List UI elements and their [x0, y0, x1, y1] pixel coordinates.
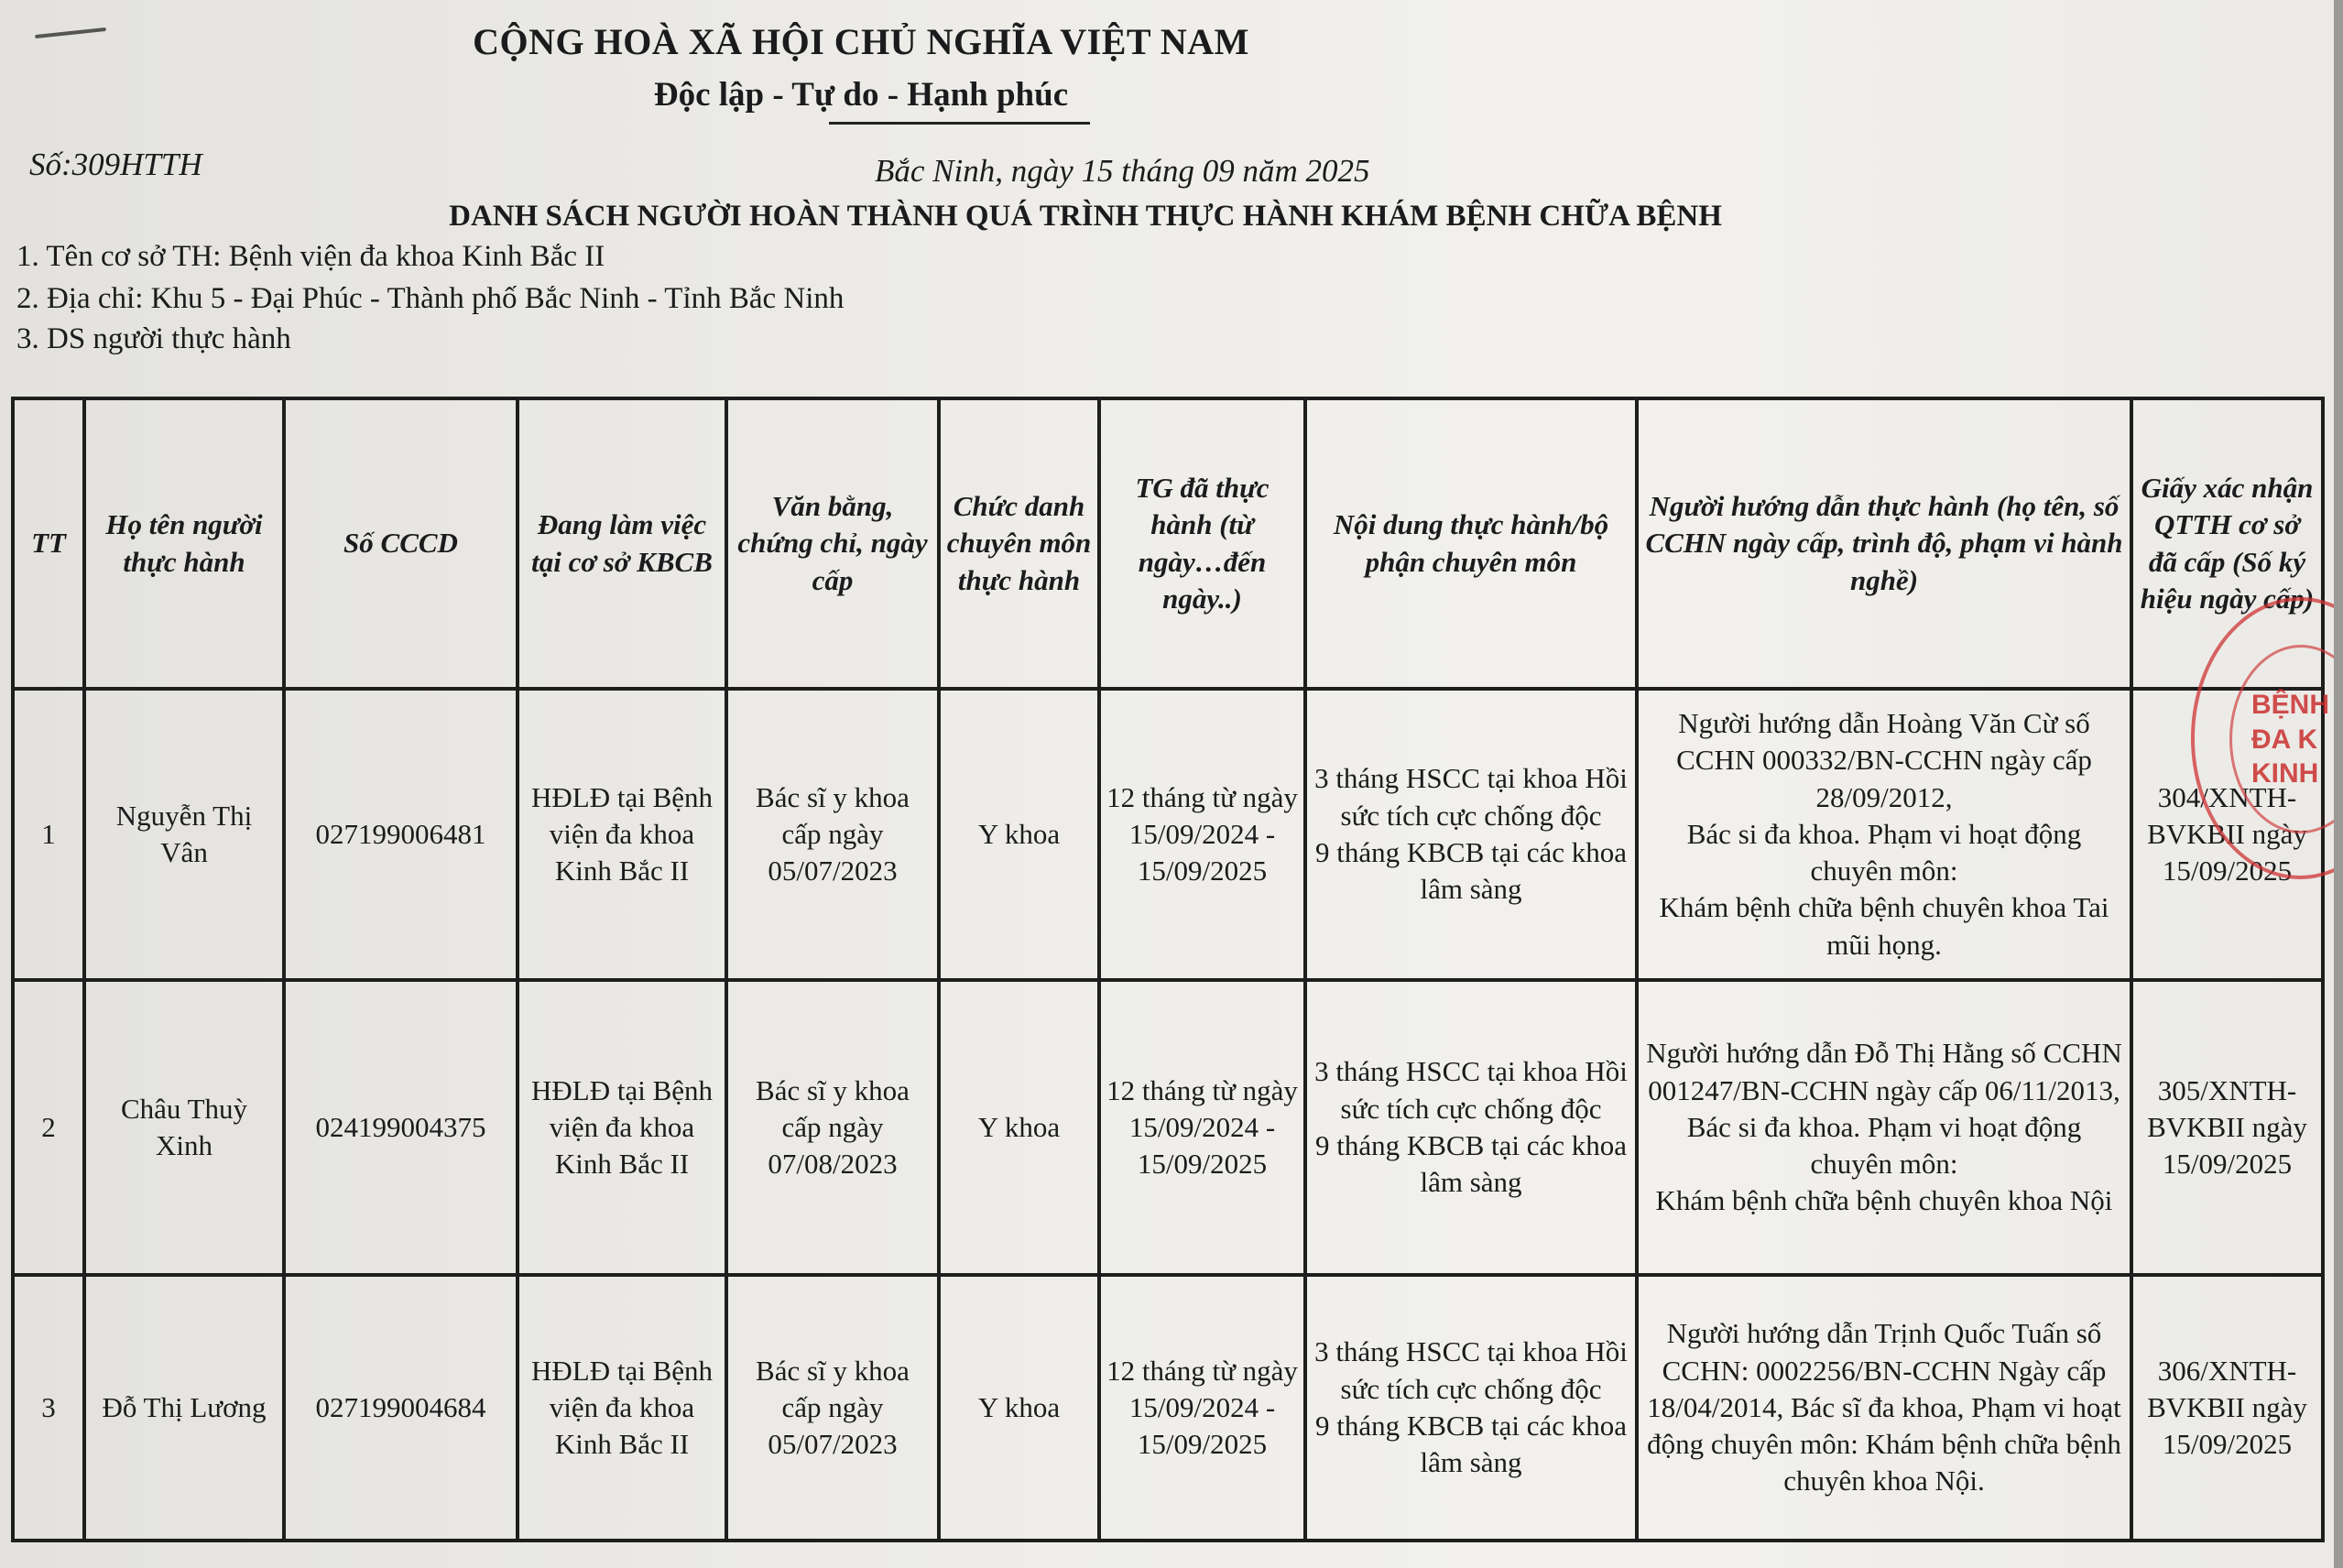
header-name: Họ tên người thực hành — [84, 398, 284, 689]
table-row — [13, 1275, 2323, 1541]
header-supervisor: Người hướng dẫn thực hành (họ tên, số CCHN ngày cấp, trình độ, phạm vi hành nghề) — [1637, 398, 2131, 689]
table-row — [13, 980, 2323, 1275]
header-cccd: Số CCCD — [284, 398, 518, 689]
facility-address: 2. Địa chỉ: Khu 5 - Đại Phúc - Thành phố Bắc Ninh - Tỉnh Bắc Ninh — [16, 282, 845, 315]
cell-degree: Bác sĩ y khoa cấp ngày 05/07/2023 — [726, 689, 939, 980]
cell-title: Y khoa — [939, 980, 1099, 1275]
header-degree: Văn bằng, chứng chỉ, ngày cấp — [726, 398, 939, 689]
cell-content: 3 tháng HSCC tại khoa Hồi sức tích cực chống độc 9 tháng KBCB tại các khoa lâm sàng — [1305, 1275, 1637, 1541]
cell-period: 12 tháng từ ngày 15/09/2024 - 15/09/2025 — [1099, 980, 1305, 1275]
place-and-date: Bắc Ninh, ngày 15 tháng 09 năm 2025 — [875, 153, 1370, 189]
cell-certificate: 305/XNTH-BVKBII ngày 15/09/2025 — [2131, 980, 2323, 1275]
cell-tt: 2 — [13, 980, 84, 1275]
cell-certificate: 304/XNTH-BVKBII ngày 15/09/2025 — [2131, 689, 2323, 980]
cell-tt: 1 — [13, 689, 84, 980]
national-title: CỘNG HOÀ XÃ HỘI CHỦ NGHĨA VIỆT NAM — [473, 21, 1249, 62]
facility-name: 1. Tên cơ sở TH: Bệnh viện đa khoa Kinh Bắc II — [16, 240, 605, 273]
cell-cccd: 027199006481 — [284, 689, 518, 980]
cell-content: 3 tháng HSCC tại khoa Hồi sức tích cực chống độc 9 tháng KBCB tại các khoa lâm sàng — [1305, 689, 1637, 980]
cell-content: 3 tháng HSCC tại khoa Hồi sức tích cực chống độc 9 tháng KBCB tại các khoa lâm sàng — [1305, 980, 1637, 1275]
cell-degree: Bác sĩ y khoa cấp ngày 07/08/2023 — [726, 980, 939, 1275]
cell-certificate: 306/XNTH-BVKBII ngày 15/09/2025 — [2131, 1275, 2323, 1541]
header-title: Chức danh chuyên môn thực hành — [939, 398, 1099, 689]
stamp-text: BỆNH ĐA K KINH — [2251, 690, 2330, 789]
header-certificate: Giấy xác nhận QTTH cơ sở đã cấp (Số ký hiệu ngày cấp) — [2131, 398, 2323, 689]
cell-supervisor: Người hướng dẫn Hoàng Văn Cừ số CCHN 000332/BN-CCHN ngày cấp 28/09/2012, Bác si đa khoa. Phạm vi hoạt động chuyên môn: Khám bệnh chữa bệnh chuyên khoa Tai mũi họng. — [1637, 689, 2131, 980]
cell-period: 12 tháng từ ngày 15/09/2024 - 15/09/2025 — [1099, 1275, 1305, 1541]
cell-supervisor: Người hướng dẫn Trịnh Quốc Tuấn số CCHN: 0002256/BN-CCHN Ngày cấp 18/04/2014, Bác sĩ đa khoa, Phạm vi hoạt động chuyên môn: Khám bệnh chữa bệnh chuyên khoa Nội. — [1637, 1275, 2131, 1541]
cell-workplace: HĐLĐ tại Bệnh viện đa khoa Kinh Bắc II — [518, 689, 726, 980]
header-workplace: Đang làm việc tại cơ sở KBCB — [518, 398, 726, 689]
cell-name: Châu Thuỳ Xinh — [84, 980, 284, 1275]
cell-period: 12 tháng từ ngày 15/09/2024 - 15/09/2025 — [1099, 689, 1305, 980]
header-period: TG đã thực hành (từ ngày…đến ngày..) — [1099, 398, 1305, 689]
cell-title: Y khoa — [939, 1275, 1099, 1541]
cell-cccd: 027199004684 — [284, 1275, 518, 1541]
cell-name: Đỗ Thị Lương — [84, 1275, 284, 1541]
cell-cccd: 024199004375 — [284, 980, 518, 1275]
table-header-row — [13, 398, 2323, 689]
list-title: DANH SÁCH NGƯỜI HOÀN THÀNH QUÁ TRÌNH THỰC HÀNH KHÁM BỆNH CHỮA BỆNH — [449, 200, 1722, 233]
document-number: Số:309HTTH — [29, 147, 202, 182]
cell-degree: Bác sĩ y khoa cấp ngày 05/07/2023 — [726, 1275, 939, 1541]
table-row — [13, 689, 2323, 980]
cell-name: Nguyễn Thị Vân — [84, 689, 284, 980]
cell-supervisor: Người hướng dẫn Đỗ Thị Hằng số CCHN 001247/BN-CCHN ngày cấp 06/11/2013, Bác si đa khoa. Phạm vi hoạt động chuyên môn: Khám bệnh chữa bệnh chuyên khoa Nội — [1637, 980, 2131, 1275]
practitioner-list-label: 3. DS người thực hành — [16, 322, 291, 355]
cell-workplace: HĐLĐ tại Bệnh viện đa khoa Kinh Bắc II — [518, 980, 726, 1275]
header-tt: TT — [13, 398, 84, 689]
cell-workplace: HĐLĐ tại Bệnh viện đa khoa Kinh Bắc II — [518, 1275, 726, 1541]
cell-title: Y khoa — [939, 689, 1099, 980]
header-content: Nội dung thực hành/bộ phận chuyên môn — [1305, 398, 1637, 689]
practitioner-table — [11, 397, 2325, 1542]
national-motto: Độc lập - Tự do - Hạnh phúc — [653, 76, 1069, 114]
cell-tt: 3 — [13, 1275, 84, 1541]
motto-underline — [829, 122, 1090, 125]
